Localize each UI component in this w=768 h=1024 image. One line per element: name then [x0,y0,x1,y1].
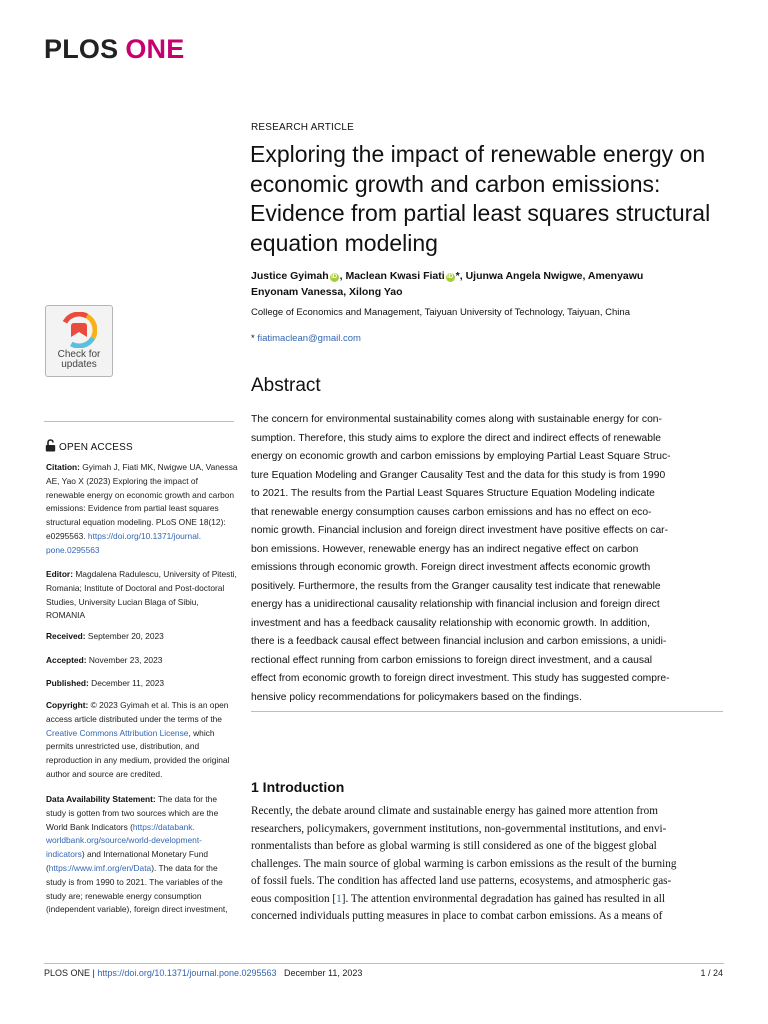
abstract-divider [251,711,723,712]
worldbank-link[interactable]: worldbank.org/source/world-development- [46,835,202,846]
abstract-line: positively. Furthermore, the results from the Granger causality test indicate that renewable [251,580,661,592]
author-names: *, Ujunwa Angela Nwigwe, Amenyawu [455,270,644,282]
author-list [251,268,721,300]
logo-one: ONE [125,34,185,64]
check-for-updates-text [46,350,112,370]
open-access-label [45,439,133,453]
open-access-text: OPEN ACCESS [59,442,133,453]
copyright-text: access article distributed under the terms of the [46,713,222,724]
editor-block [46,568,241,623]
citation-text: Gyimah J, Fiati MK, Nwigwe UA, Vanessa [82,462,238,472]
copyright-text: , which [188,727,215,738]
abstract-line: effect from economic growth to foreign direct investment. This study has suggested compre- [251,673,670,684]
published-value: December 11, 2023 [91,678,165,688]
copyright-label: Copyright: [46,700,89,710]
footer-date: December 11, 2023 [284,968,363,978]
author-line: Enyonam Vanessa, Xilong Yao [251,286,403,298]
email-link[interactable]: fiatimaclean@gmail.com [257,333,361,344]
license-link[interactable]: Creative Commons Attribution License [46,727,189,738]
imf-link[interactable]: https://www.imf.org/en/Data [48,862,152,873]
journal-logo[interactable] [44,34,184,65]
footer-separator: | [90,968,98,978]
worldbank-link[interactable]: indicators [46,849,82,860]
abstract-line: nomic growth. Financial inclusion and foreign direct investment have positive effects on car- [251,525,669,536]
author-name[interactable]: , Maclean Kwasi Fiati [339,270,445,282]
citation-doi-link[interactable]: pone.0295563 [46,544,100,555]
editor-text: Magdalena Radulescu, University of Pitesti, [75,569,237,579]
received-date [46,630,241,644]
copyright-block [46,699,241,782]
introduction-body [251,803,725,926]
article-type: RESEARCH ARTICLE [251,122,355,133]
abstract-line: energy has a unidirectional causality relationship with financial inclusion and foreign direct [251,599,660,610]
data-availability-block [46,793,241,917]
intro-line: challenges. The main source of global warming is carbon emissions as the result of the burning [251,857,677,870]
abstract-line: energy on economic growth and carbon emissions by employing Partial Least Square Struc- [251,451,671,462]
abstract-line: bon emissions. However, renewable energy has an indirect negative effect on carbon [251,543,639,555]
copyright-text: © 2023 Gyimah et al. This is an open [90,700,229,710]
page-number: 1 / 24 [700,968,723,978]
footer-doi-link[interactable]: https://doi.org/10.1371/journal.pone.0295563 [97,968,277,978]
check-for-updates-line: Check for [57,349,101,360]
citation-text: renewable energy on economic growth and carbon [46,489,235,500]
logo-plos: PLOS [44,34,119,64]
check-for-updates-line: updates [61,359,97,370]
corresponding-email [251,333,361,344]
intro-line: ronmentalists than before as global warming is still considered as one of the biggest global [251,840,657,852]
intro-line: researchers, policymakers, government institutions, non-governmental institutions, and envi- [251,822,667,835]
abstract-heading: Abstract [251,375,321,396]
accepted-value: November 23, 2023 [88,655,163,665]
editor-text: ROMANIA [46,610,86,621]
abstract-line: investment and has a feedback causality relationship with economic growth. In addition, [251,617,650,629]
abstract-line: emissions through economic growth. Foreign direct investment affects economic growth [251,562,651,573]
abstract-line: ture Equation Modeling and Granger Causality Test and the data for this study is from 1990 [251,469,666,481]
abstract-line: there is a feedback causal effect between financial inclusion and carbon emissions, a unidi- [251,636,667,647]
footer-divider [44,963,724,964]
citation-doi-link[interactable]: https://doi.org/10.1371/journal. [87,530,202,541]
author-line [251,268,721,284]
intro-text: eous composition [ [251,892,337,905]
copyright-text: permits unrestricted use, distribution, and [46,741,200,752]
orcid-icon[interactable]: iD [331,274,338,280]
title-line: economic growth and carbon emissions: [250,170,661,197]
introduction-heading: 1 Introduction [251,779,345,795]
copyright-text: reproduction in any medium, provided the original [46,755,230,766]
citation-text: structural equation modeling. PLoS ONE 18(12): [46,517,226,528]
worldbank-link[interactable]: https://databank. [132,821,195,832]
abstract-body [251,411,725,707]
corresponding-marker: * [251,333,255,344]
affiliation: College of Economics and Management, Taiyuan University of Technology, Taiyuan, China [251,307,630,318]
data-availability-text: study is from 1990 to 2021. The variables of the [46,876,223,887]
orcid-icon[interactable]: iD [447,274,454,280]
intro-text: ]. The attention environmental degradation has gained has resulted in all [341,892,665,905]
received-label: Received: [46,631,86,641]
received-value: September 20, 2023 [87,631,164,641]
copyright-text: author and source are credited. [46,768,163,779]
abstract-line: hensive policy recommendations for policymakers based on the findings. [251,691,582,703]
check-for-updates-badge[interactable] [45,305,113,377]
data-availability-label: Data Availability Statement: [46,794,156,804]
published-date [46,677,241,691]
data-availability-text: ) and International Monetary Fund [81,849,209,860]
data-availability-text: World Bank Indicators ( [46,821,133,832]
abstract-line: rectional effect running from carbon emissions to foreign direct investment, and a causal [251,654,653,666]
data-availability-text: study are; renewable energy consumption [46,890,202,901]
published-label: Published: [46,678,89,688]
abstract-line: that renewable energy consumption causes carbon emissions and has no effect on eco- [251,506,652,518]
title-line: equation modeling [250,229,438,256]
data-availability-text: (independent variable), foreign direct investment, [46,904,228,915]
footer-journal: PLOS ONE [44,968,91,978]
abstract-line: to 2021. The results from the Partial Least Squares Structure Equation Modeling indicate [251,488,655,499]
data-availability-text: study is gotten from two sources which are the [46,807,219,818]
data-availability-text: ( [46,862,49,873]
check-for-updates-icon [61,312,97,348]
abstract-line: The concern for environmental sustainability comes along with sustainable energy for con- [251,414,662,425]
accepted-label: Accepted: [46,655,87,665]
sidebar-divider [44,421,234,422]
intro-line: concerned individuals putting measures in place to combat carbon emissions. As a means of [251,910,663,922]
citation-text: e0295563. [46,530,88,541]
reference-link[interactable]: 1 [336,892,342,905]
intro-line: of fossil fuels. The condition has affected land use patterns, ecosystems, and atmospheric gas- [251,875,672,887]
page-footer [44,968,362,978]
citation-block [46,461,241,558]
title-line: Exploring the impact of renewable energy on [250,141,706,167]
citation-label: Citation: [46,462,80,472]
article-title [250,140,740,258]
title-line: Evidence from partial least squares structural [250,200,711,226]
citation-text: AE, Yao X (2023) Exploring the impact of [46,475,198,486]
author-name[interactable]: Justice Gyimah [251,270,329,282]
data-availability-text: The data for the [157,794,218,804]
citation-text: emissions: Evidence from partial least squares [46,503,219,514]
open-lock-icon [45,439,56,452]
editor-text: Studies, University Lucian Blaga of Sibiu, [46,596,199,607]
intro-line: Recently, the debate around climate and sustainable energy has gained more attention from [251,805,658,817]
editor-label: Editor: [46,569,73,579]
editor-text: Romania; Institute of Doctoral and Post-doctoral [46,582,225,593]
abstract-line: sumption. Therefore, this study aims to explore the direct and indirect effects of renewable [251,432,661,444]
accepted-date [46,654,241,668]
data-availability-text: ). The data for the [151,862,218,873]
